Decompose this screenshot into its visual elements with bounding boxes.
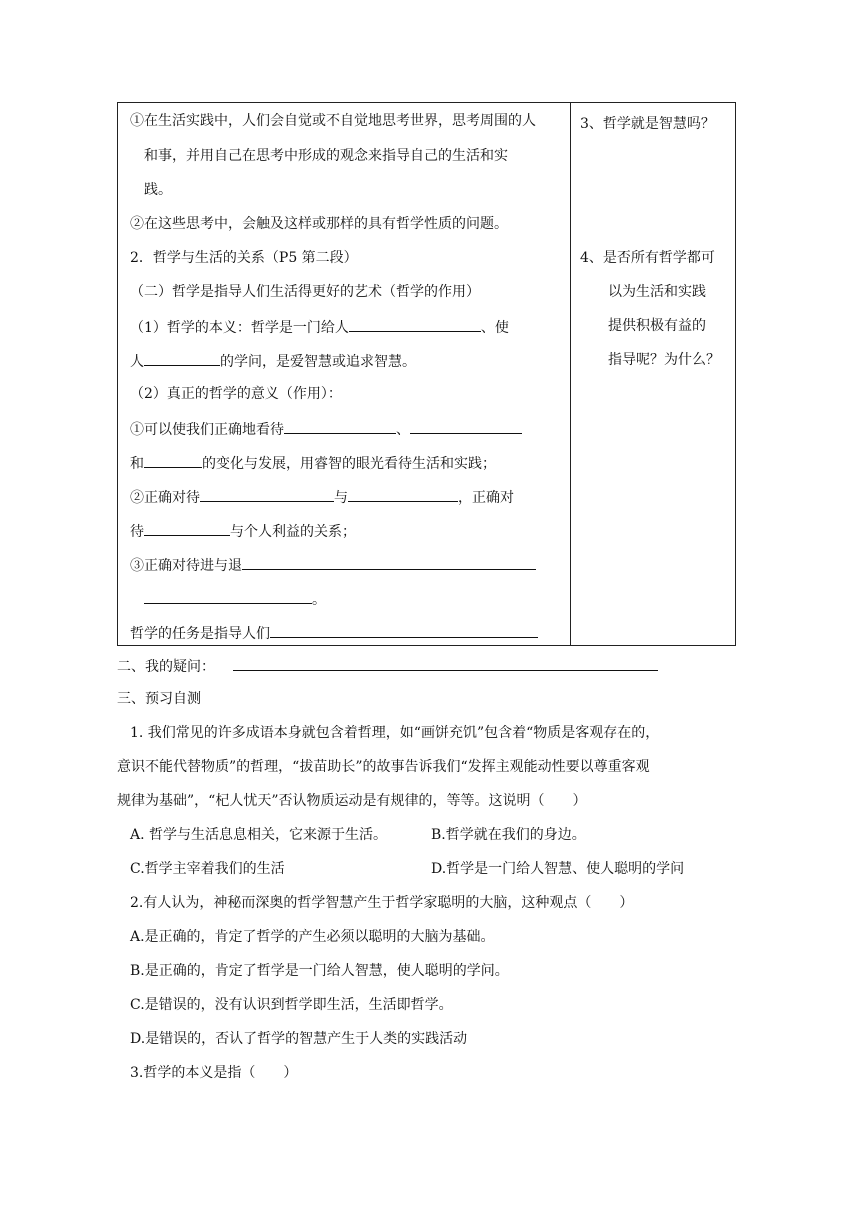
blank-field[interactable] [242, 554, 536, 570]
option-b[interactable]: B.哲学就在我们的身边。 [431, 827, 586, 843]
para-line: ①在生活实践中，人们会自觉或不自觉地思考世界，思考周围的人 [130, 113, 536, 129]
question-3-stem: 3.哲学的本义是指（ ） [130, 1065, 298, 1081]
question-4-line: 以为生活和实践 [608, 284, 706, 300]
blank-field[interactable] [144, 350, 220, 366]
fill-in-line [130, 452, 496, 474]
fill-in-line [130, 554, 536, 576]
blank-field[interactable] [348, 486, 458, 502]
question-3: 3、哲学就是智慧吗？ [580, 116, 715, 132]
blank-field[interactable] [200, 486, 334, 502]
blank-field[interactable] [410, 418, 522, 434]
question-4-line: 指导呢？为什么？ [608, 352, 720, 368]
blank-field[interactable] [233, 655, 658, 671]
my-questions-line [117, 655, 658, 677]
line-text: 的学问，是爱智慧或追求智慧。 [220, 354, 416, 370]
fill-in-line [130, 418, 522, 440]
line-text: 、使 [480, 320, 509, 336]
question-4-line: 提供积极有益的 [608, 318, 706, 334]
line-text: 的变化与发展，用睿智的眼光看待生活和实践； [202, 456, 496, 472]
line-text: ③正确对待进与退 [130, 558, 242, 574]
question-1-stem: 意识不能代替物质”的哲理，“拔苗助长”的故事告诉我们“发挥主观能动性要以尊重客观 [117, 759, 650, 775]
question-2-stem: 2.有人认为，神秘而深奥的哲学智慧产生于哲学家聪明的大脑，这种观点（ ） [130, 895, 634, 911]
line-text: ①可以使我们正确地看待 [130, 422, 284, 438]
line-text: 人 [130, 354, 144, 370]
line-text: （1）哲学的本义：哲学是一门给人 [130, 320, 349, 336]
fill-in-line [130, 350, 416, 372]
option-c[interactable]: C.是错误的，没有认识到哲学即生活，生活即哲学。 [130, 997, 453, 1013]
option-d[interactable]: D.是错误的，否认了哲学的智慧产生于人类的实践活动 [130, 1031, 468, 1047]
para-line: ②在这些思考中，会触及这样或那样的具有哲学性质的问题。 [130, 216, 508, 232]
blank-field[interactable] [144, 452, 202, 468]
blank-field[interactable] [270, 622, 538, 638]
section-title: 三、预习自测 [117, 691, 201, 707]
line-text: 哲学的任务是指导人们 [130, 626, 270, 642]
fill-in-line [130, 486, 514, 508]
fill-in-line [130, 622, 538, 644]
option-c[interactable]: C.哲学主宰着我们的生活 [130, 861, 285, 877]
option-d[interactable]: D.哲学是一门给人智慧、使人聪明的学问 [431, 861, 685, 877]
question-1-stem: 1. 我们常见的许多成语本身就包含着哲理，如“画饼充饥”包含着“物质是客观存在的， [130, 725, 660, 741]
fill-in-line [130, 316, 509, 338]
blank-field[interactable] [144, 520, 230, 536]
line-text: 与个人利益的关系； [230, 524, 356, 540]
line-text: ，正确对 [458, 490, 514, 506]
heading-line: （二）哲学是指导人们生活得更好的艺术（哲学的作用） [130, 284, 480, 300]
line-text: 与 [334, 490, 348, 506]
line-text: 待 [130, 524, 144, 540]
section-label: 二、我的疑问： [117, 659, 215, 675]
fill-in-line [144, 588, 326, 610]
line-text: 、 [396, 422, 410, 438]
question-1-stem: 规律为基础”，“杞人忧天”否认物质运动是有规律的，等等。这说明（ ） [117, 793, 587, 809]
question-4-line: 4、是否所有哲学都可 [580, 250, 715, 266]
option-a[interactable]: A. 哲学与生活息息相关，它来源于生活。 [130, 827, 388, 843]
blank-field[interactable] [144, 588, 312, 604]
fill-in-line [130, 520, 356, 542]
option-a[interactable]: A.是正确的，肯定了哲学的产生必须以聪明的大脑为基础。 [130, 929, 495, 945]
para-line: 和事，并用自己在思考中形成的观念来指导自己的生活和实 [144, 148, 508, 164]
para-line: 践。 [144, 182, 172, 198]
line-text: 和 [130, 456, 144, 472]
heading-line: （2）真正的哲学的意义（作用）： [130, 386, 342, 402]
option-b[interactable]: B.是正确的，肯定了哲学是一门给人智慧，使人聪明的学问。 [130, 963, 509, 979]
blank-field[interactable] [349, 316, 481, 332]
table-right-cell [571, 103, 736, 646]
heading-line: 2．哲学与生活的关系（P5 第二段） [130, 250, 358, 266]
line-text: 。 [312, 592, 326, 608]
blank-field[interactable] [284, 418, 396, 434]
line-text: ②正确对待 [130, 490, 200, 506]
